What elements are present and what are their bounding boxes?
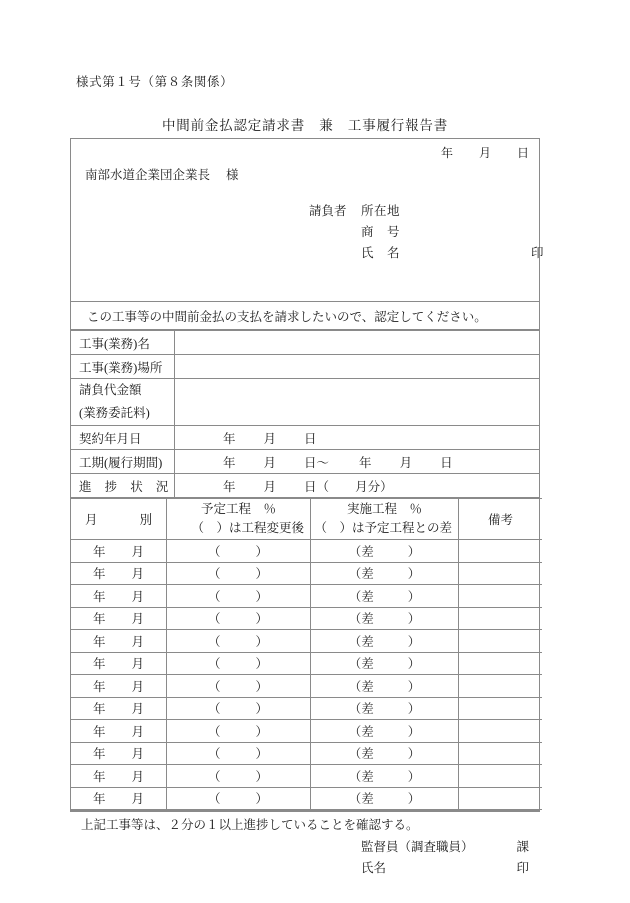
cell-planned-progress[interactable]: （ ）: [167, 652, 311, 675]
addressee-honorific: 様: [226, 168, 239, 182]
label-contract-date: 契約年月日: [71, 426, 175, 450]
info-row-work-place: [71, 355, 539, 379]
value-progress-status[interactable]: [175, 474, 540, 498]
cell-month[interactable]: 年 月: [71, 675, 167, 698]
cell-planned-progress[interactable]: （ ）: [167, 540, 311, 563]
cell-planned-progress[interactable]: （ ）: [167, 675, 311, 698]
supervisor-section-label: 課: [516, 840, 529, 854]
contractor-name-label: 氏 名: [361, 246, 401, 260]
confirmation-sentence: 上記工事等は、２分の１以上進捗していることを確認する。: [81, 818, 419, 832]
period-end-year: 年: [359, 455, 372, 470]
label-work-place: 工事(業務)場所: [71, 355, 175, 379]
supervisor-seal-label: 印: [516, 861, 529, 875]
cell-actual-progress[interactable]: （差 ）: [311, 742, 459, 765]
table-row: [71, 742, 542, 765]
progress-paren-open: （: [316, 479, 330, 494]
label-period: 工期(履行期間): [71, 450, 175, 474]
contract-date-day: 日: [304, 431, 317, 446]
table-row: [71, 607, 542, 630]
label-contract-amount-line2: (業務委託料): [79, 406, 150, 420]
label-progress-status: 進 捗 状 況: [71, 474, 175, 498]
contract-date-month: 月: [263, 431, 277, 446]
cell-month[interactable]: 年 月: [71, 742, 167, 765]
cell-note[interactable]: [459, 630, 543, 653]
cell-actual-progress[interactable]: （差 ）: [311, 585, 459, 608]
header-note-col: 備考: [459, 499, 543, 540]
cell-actual-progress[interactable]: （差 ）: [311, 562, 459, 585]
cell-planned-progress[interactable]: （ ）: [167, 742, 311, 765]
header-actual-col: [311, 499, 459, 540]
form-frame: [70, 138, 544, 875]
info-row-work-name: [71, 331, 539, 355]
cell-planned-progress[interactable]: （ ）: [167, 697, 311, 720]
value-contract-date[interactable]: [175, 426, 540, 450]
cell-planned-progress[interactable]: （ ）: [167, 607, 311, 630]
table-row: [71, 765, 542, 788]
period-end-month: 月: [399, 455, 413, 470]
submission-date: [441, 144, 529, 161]
period-end-day: 日: [440, 455, 453, 470]
header-plan-line2: （ ）は工程変更後: [191, 521, 304, 535]
info-row-contract-amount: [71, 379, 539, 426]
header-plan-col: [167, 499, 311, 540]
progress-month-unit: 月分）: [355, 479, 393, 494]
cell-month[interactable]: 年 月: [71, 720, 167, 743]
cell-note[interactable]: [459, 607, 543, 630]
table-row: [71, 720, 542, 743]
cell-month[interactable]: 年 月: [71, 630, 167, 653]
cell-actual-progress[interactable]: （差 ）: [311, 720, 459, 743]
progress-header-row: [71, 499, 542, 540]
table-row: [71, 697, 542, 720]
date-month-label: 月: [478, 146, 491, 160]
progress-date-day: 日: [304, 479, 317, 494]
cell-note[interactable]: [459, 697, 543, 720]
cell-actual-progress[interactable]: （差 ）: [311, 675, 459, 698]
supervisor-title-row: [361, 837, 529, 858]
table-row: [71, 585, 542, 608]
info-row-period: [71, 450, 539, 474]
progress-date-month: 月: [263, 479, 277, 494]
contractor-seal-label: 印: [531, 246, 544, 260]
request-sentence-row: [71, 301, 539, 330]
cell-month[interactable]: 年 月: [71, 607, 167, 630]
table-row: [71, 787, 542, 810]
cell-planned-progress[interactable]: （ ）: [167, 787, 311, 810]
table-row: [71, 652, 542, 675]
supervisor-name-row: [361, 858, 529, 879]
supervisor-lines: [361, 837, 529, 879]
progress-date-year: 年: [223, 479, 236, 494]
cell-planned-progress[interactable]: （ ）: [167, 765, 311, 788]
cell-planned-progress[interactable]: （ ）: [167, 630, 311, 653]
supervisor-block: [71, 837, 539, 897]
label-contract-amount: [71, 379, 175, 426]
label-work-name: 工事(業務)名: [71, 331, 175, 355]
contract-info-table: [71, 330, 539, 498]
cell-month[interactable]: 年 月: [71, 562, 167, 585]
cell-note[interactable]: [459, 585, 543, 608]
header-plan-line1: 予定工程 ％: [200, 502, 276, 516]
value-work-place[interactable]: [175, 355, 540, 379]
contractor-address-label: 所在地: [361, 204, 401, 218]
contractor-group-label: 請負者: [309, 204, 347, 218]
addressee-name: 南部水道企業団企業長: [85, 168, 211, 182]
header-month-col: [71, 499, 167, 540]
cell-note[interactable]: [459, 787, 543, 810]
header-month-word: 月: [85, 513, 98, 527]
label-contract-amount-line1: 請負代金額: [79, 383, 142, 397]
header-actual-line1: 実施工程 ％: [346, 502, 422, 516]
cell-actual-progress[interactable]: （差 ）: [311, 652, 459, 675]
cell-note[interactable]: [459, 742, 543, 765]
progress-schedule-table: [71, 498, 542, 810]
header-kind-word: 別: [139, 513, 152, 527]
info-row-progress: [71, 474, 539, 498]
cell-planned-progress[interactable]: （ ）: [167, 562, 311, 585]
cell-month[interactable]: 年 月: [71, 697, 167, 720]
cell-note[interactable]: [459, 652, 543, 675]
cell-month[interactable]: 年 月: [71, 787, 167, 810]
header-block: [71, 139, 544, 301]
cell-actual-progress[interactable]: （差 ）: [311, 540, 459, 563]
form-number: 様式第１号（第８条関係）: [76, 75, 234, 89]
supervisor-name-label: 氏名: [361, 861, 387, 875]
cell-note[interactable]: [459, 540, 543, 563]
cell-note[interactable]: [459, 765, 543, 788]
table-row: [71, 540, 542, 563]
period-start-month: 月: [263, 455, 277, 470]
cell-actual-progress[interactable]: （差 ）: [311, 787, 459, 810]
date-year-label: 年: [440, 146, 453, 160]
cell-note[interactable]: [459, 675, 543, 698]
value-contract-amount[interactable]: [175, 379, 540, 426]
value-work-name[interactable]: [175, 331, 540, 355]
cell-planned-progress[interactable]: （ ）: [167, 720, 311, 743]
cell-actual-progress[interactable]: （差 ）: [311, 697, 459, 720]
table-row: [71, 675, 542, 698]
cell-planned-progress[interactable]: （ ）: [167, 585, 311, 608]
contractor-name-row: [309, 243, 544, 264]
cell-month[interactable]: 年 月: [71, 652, 167, 675]
header-actual-line2: （ ）は予定工程との差: [314, 521, 452, 535]
cell-note[interactable]: [459, 562, 543, 585]
cell-month[interactable]: 年 月: [71, 765, 167, 788]
period-start-year: 年: [223, 455, 236, 470]
contractor-address-row: [309, 201, 544, 222]
value-period[interactable]: [175, 450, 540, 474]
cell-actual-progress[interactable]: （差 ）: [311, 765, 459, 788]
table-row: [71, 630, 542, 653]
addressee-line: [85, 165, 239, 183]
cell-month[interactable]: 年 月: [71, 585, 167, 608]
cell-actual-progress[interactable]: （差 ）: [311, 630, 459, 653]
cell-note[interactable]: [459, 720, 543, 743]
confirmation-block: [71, 810, 539, 837]
page-title: 中間前金払認定請求書 兼 工事履行報告書: [162, 118, 448, 133]
contractor-company-label: 商 号: [361, 225, 401, 239]
contractor-block: [309, 201, 544, 264]
contractor-company-row: [309, 222, 544, 243]
contract-date-year: 年: [223, 431, 236, 446]
cell-actual-progress[interactable]: （差 ）: [311, 607, 459, 630]
info-row-contract-date: [71, 426, 539, 450]
progress-rows-body: [71, 540, 542, 810]
cell-month[interactable]: 年 月: [71, 540, 167, 563]
request-sentence: この工事等の中間前金払の支払を請求したいので、認定してください。: [87, 310, 487, 324]
date-day-label: 日: [516, 146, 529, 160]
supervisor-label: 監督員（調査職員）: [361, 840, 474, 854]
period-start-day: 日～: [304, 455, 330, 470]
table-row: [71, 562, 542, 585]
